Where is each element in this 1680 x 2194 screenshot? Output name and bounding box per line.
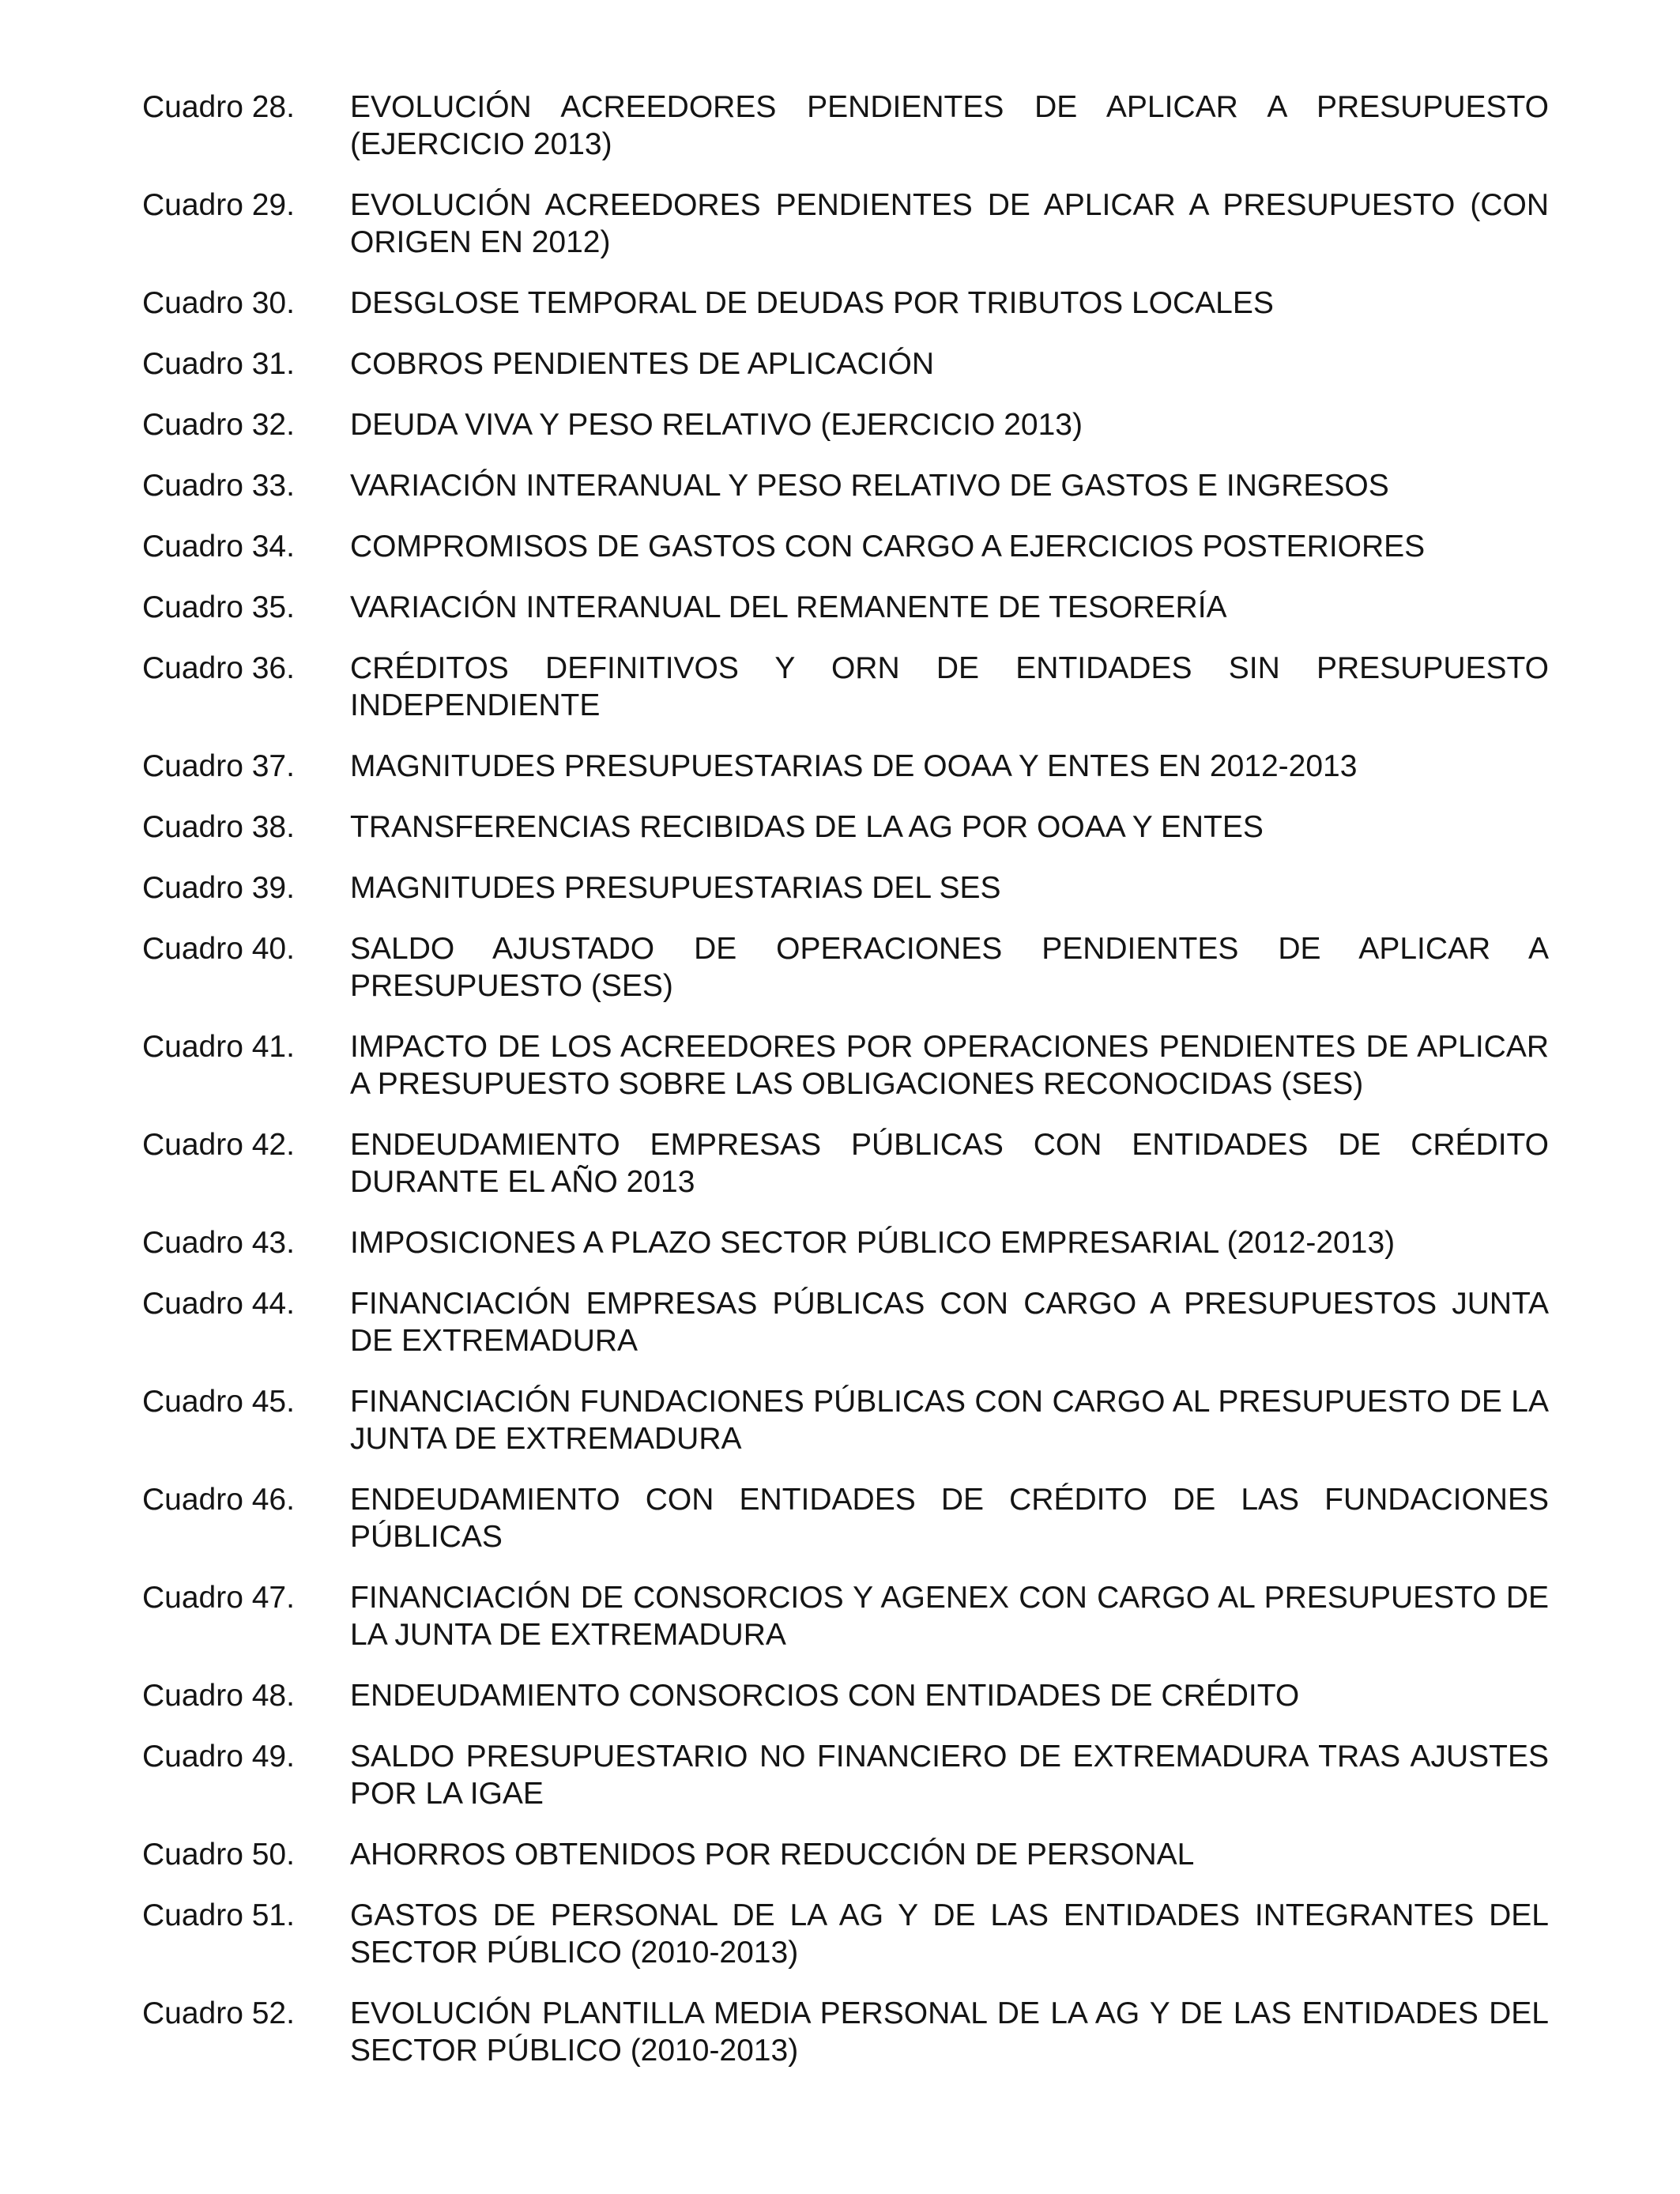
entry-title: ENDEUDAMIENTO EMPRESAS PÚBLICAS CON ENTIDADES DE CRÉDITO DURANTE EL AÑO 2013 [350, 1128, 1549, 1199]
entry-title: EVOLUCIÓN PLANTILLA MEDIA PERSONAL DE LA AG Y DE LAS ENTIDADES DEL SECTOR PÚBLICO (2010-2013) [350, 1996, 1549, 2068]
entry-label: Cuadro 42. [142, 1128, 295, 1162]
entry-label: Cuadro 36. [142, 651, 295, 685]
table-index-entry [142, 187, 1549, 261]
entry-title: MAGNITUDES PRESUPUESTARIAS DEL SES [350, 871, 1001, 905]
entry-label: Cuadro 44. [142, 1287, 295, 1321]
table-index-entry [142, 869, 1549, 907]
table-index-entry [142, 650, 1549, 724]
entry-title: ENDEUDAMIENTO CONSORCIOS CON ENTIDADES DE CRÉDITO [350, 1679, 1300, 1713]
entry-label: Cuadro 46. [142, 1483, 295, 1517]
table-index-entry [142, 1224, 1549, 1261]
entry-label: Cuadro 32. [142, 408, 295, 442]
entry-label: Cuadro 37. [142, 749, 295, 783]
entry-title: SALDO PRESUPUESTARIO NO FINANCIERO DE EXTREMADURA TRAS AJUSTES POR LA IGAE [350, 1740, 1549, 1811]
table-index-entry [142, 1738, 1549, 1812]
entry-label: Cuadro 33. [142, 469, 295, 503]
table-index-entry [142, 1285, 1549, 1359]
table-index-entry [142, 528, 1549, 565]
entry-title: COMPROMISOS DE GASTOS CON CARGO A EJERCICIOS POSTERIORES [350, 530, 1426, 564]
entry-label: Cuadro 51. [142, 1898, 295, 1932]
table-index-entry [142, 748, 1549, 785]
table-index-entry [142, 1481, 1549, 1555]
entry-title: VARIACIÓN INTERANUAL DEL REMANENTE DE TESORERÍA [350, 590, 1227, 624]
table-index-list [142, 89, 1549, 2093]
table-index-entry [142, 589, 1549, 626]
table-index-entry [142, 930, 1549, 1005]
entry-label: Cuadro 28. [142, 90, 295, 124]
table-index-entry [142, 1897, 1549, 1971]
entry-title: IMPOSICIONES A PLAZO SECTOR PÚBLICO EMPRESARIAL (2012-2013) [350, 1226, 1396, 1260]
entry-title: VARIACIÓN INTERANUAL Y PESO RELATIVO DE GASTOS E INGRESOS [350, 469, 1389, 503]
entry-title: IMPACTO DE LOS ACREEDORES POR OPERACIONES PENDIENTES DE APLICAR A PRESUPUESTO SOBRE LAS OBLIGACIONES RECONOCIDAS (SES) [350, 1030, 1549, 1101]
entry-label: Cuadro 38. [142, 810, 295, 844]
entry-label: Cuadro 35. [142, 590, 295, 624]
entry-title: ENDEUDAMIENTO CON ENTIDADES DE CRÉDITO DE LAS FUNDACIONES PÚBLICAS [350, 1483, 1549, 1554]
entry-label: Cuadro 48. [142, 1679, 295, 1713]
entry-label: Cuadro 29. [142, 188, 295, 222]
entry-label: Cuadro 43. [142, 1226, 295, 1260]
table-index-entry [142, 809, 1549, 846]
entry-label: Cuadro 52. [142, 1996, 295, 2030]
table-index-entry [142, 1028, 1549, 1103]
entry-title: DESGLOSE TEMPORAL DE DEUDAS POR TRIBUTOS LOCALES [350, 286, 1274, 320]
entry-label: Cuadro 39. [142, 871, 295, 905]
entry-label: Cuadro 30. [142, 286, 295, 320]
entry-title: EVOLUCIÓN ACREEDORES PENDIENTES DE APLICAR A PRESUPUESTO (CON ORIGEN EN 2012) [350, 188, 1549, 259]
entry-title: FINANCIACIÓN DE CONSORCIOS Y AGENEX CON CARGO AL PRESUPUESTO DE LA JUNTA DE EXTREMADURA [350, 1581, 1549, 1652]
entry-label: Cuadro 50. [142, 1838, 295, 1872]
table-index-entry [142, 285, 1549, 322]
entry-label: Cuadro 31. [142, 347, 295, 381]
table-index-entry [142, 1995, 1549, 2069]
table-index-entry [142, 467, 1549, 504]
entry-title: EVOLUCIÓN ACREEDORES PENDIENTES DE APLICAR A PRESUPUESTO (EJERCICIO 2013) [350, 90, 1549, 161]
table-index-entry [142, 89, 1549, 163]
entry-title: FINANCIACIÓN FUNDACIONES PÚBLICAS CON CARGO AL PRESUPUESTO DE LA JUNTA DE EXTREMADURA [350, 1385, 1549, 1456]
entry-title: TRANSFERENCIAS RECIBIDAS DE LA AG POR OOAA Y ENTES [350, 810, 1264, 844]
table-index-entry [142, 406, 1549, 443]
table-index-entry [142, 1383, 1549, 1457]
entry-label: Cuadro 45. [142, 1385, 295, 1419]
entry-title: CRÉDITOS DEFINITIVOS Y ORN DE ENTIDADES SIN PRESUPUESTO INDEPENDIENTE [350, 651, 1549, 722]
table-index-entry [142, 1836, 1549, 1873]
entry-title: MAGNITUDES PRESUPUESTARIAS DE OOAA Y ENTES EN 2012-2013 [350, 749, 1358, 783]
entry-title: FINANCIACIÓN EMPRESAS PÚBLICAS CON CARGO A PRESUPUESTOS JUNTA DE EXTREMADURA [350, 1287, 1549, 1358]
table-index-entry [142, 1126, 1549, 1201]
entry-label: Cuadro 41. [142, 1030, 295, 1064]
entry-title: GASTOS DE PERSONAL DE LA AG Y DE LAS ENTIDADES INTEGRANTES DEL SECTOR PÚBLICO (2010-2013) [350, 1898, 1549, 1970]
table-index-entry [142, 1579, 1549, 1653]
entry-title: AHORROS OBTENIDOS POR REDUCCIÓN DE PERSONAL [350, 1838, 1195, 1872]
entry-label: Cuadro 49. [142, 1740, 295, 1774]
entry-label: Cuadro 34. [142, 530, 295, 564]
entry-title: COBROS PENDIENTES DE APLICACIÓN [350, 347, 935, 381]
entry-title: DEUDA VIVA Y PESO RELATIVO (EJERCICIO 2013) [350, 408, 1083, 442]
entry-label: Cuadro 47. [142, 1581, 295, 1615]
table-index-entry [142, 1677, 1549, 1714]
entry-label: Cuadro 40. [142, 932, 295, 966]
table-index-entry [142, 345, 1549, 383]
entry-title: SALDO AJUSTADO DE OPERACIONES PENDIENTES DE APLICAR A PRESUPUESTO (SES) [350, 932, 1549, 1003]
